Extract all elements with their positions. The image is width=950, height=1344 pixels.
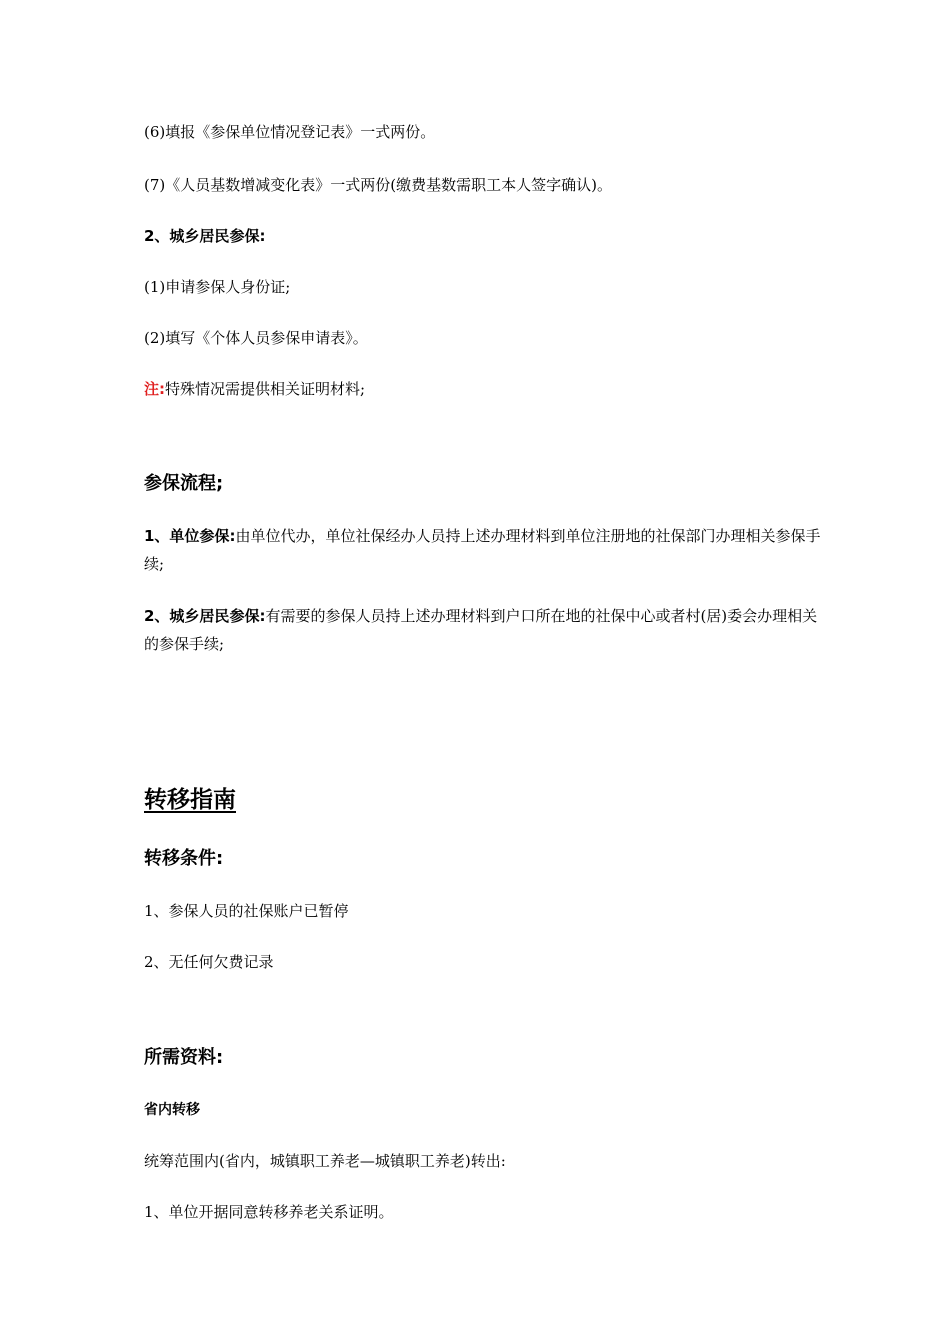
paragraph-registration-form: (6)填报《参保单位情况登记表》一式两份。 bbox=[144, 123, 436, 141]
flow-item-unit bbox=[144, 522, 824, 578]
note-text: 特殊情况需提供相关证明材料; bbox=[165, 380, 366, 398]
required-materials-heading: 所需资料: bbox=[144, 1047, 224, 1068]
flow-heading: 参保流程; bbox=[144, 473, 224, 494]
condition-item-no-arrears: 2、无任何欠费记录 bbox=[144, 953, 274, 971]
paragraph-application-form: (2)填写《个体人员参保申请表》。 bbox=[144, 329, 368, 347]
transfer-condition-heading: 转移条件: bbox=[144, 848, 224, 869]
in-province-transfer-heading: 省内转移 bbox=[144, 1102, 200, 1118]
condition-item-account-paused: 1、参保人员的社保账户已暂停 bbox=[144, 902, 349, 920]
section-resident-insurance: 2、城乡居民参保: bbox=[144, 227, 266, 245]
transfer-guide-title: 转移指南 bbox=[144, 787, 236, 813]
note-label: 注: bbox=[144, 380, 165, 398]
paragraph-id-card: (1)申请参保人身份证; bbox=[144, 278, 291, 296]
flow-item-resident bbox=[144, 602, 824, 658]
flow-item-resident-label: 2、城乡居民参保: bbox=[144, 607, 266, 625]
flow-item-unit-text: 由单位代办，单位社保经办人员持上述办理材料到单位注册地的社保部门办理相关参保手续; bbox=[144, 527, 821, 573]
note-paragraph bbox=[144, 375, 824, 403]
flow-item-resident-text: 有需要的参保人员持上述办理材料到户口所在地的社保中心或者村(居)委会办理相关的参保手续; bbox=[144, 607, 818, 653]
flow-item-unit-label: 1、单位参保: bbox=[144, 527, 236, 545]
in-province-transfer-text: 统筹范围内(省内，城镇职工养老—城镇职工养老)转出: bbox=[144, 1152, 506, 1170]
in-province-item-certificate: 1、单位开据同意转移养老关系证明。 bbox=[144, 1203, 394, 1221]
paragraph-base-change-form: (7)《人员基数增减变化表》一式两份(缴费基数需职工本人签字确认)。 bbox=[144, 176, 612, 194]
